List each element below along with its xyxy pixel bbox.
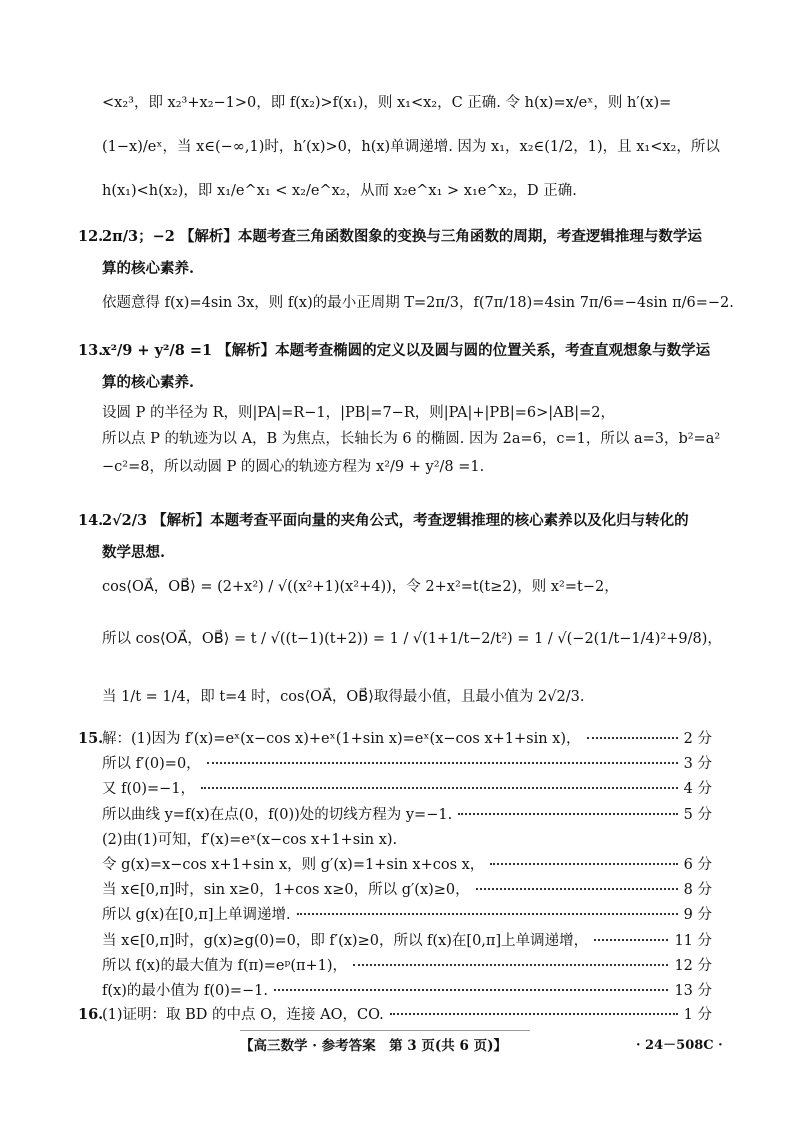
step-score: 5 分 xyxy=(683,806,712,823)
leader-dots xyxy=(458,813,677,815)
step-score: 8 分 xyxy=(683,882,712,899)
step-score: 1 分 xyxy=(683,1007,712,1023)
leader-dots xyxy=(207,762,678,764)
leader-dots xyxy=(476,888,678,890)
step-text: 解：(1)因为 f′(x)=eˣ(x−cos x)+eˣ(1+sin x)=eˣ(x−cos x+1+sin x)， xyxy=(102,731,581,747)
step-text: 当 x∈[0,π]时，g(x)≥g(0)=0，即 f′(x)≥0，所以 f(x)在[0,π]上单调递增， xyxy=(102,932,589,949)
question-number-13: 13. xyxy=(78,342,104,359)
q13-line: 设圆 P 的半径为 R，则|PA|=R−1，|PB|=7−R，则|PA|+|PB|=6>|AB|=2， xyxy=(102,405,616,421)
step-score: 9 分 xyxy=(683,907,712,924)
question-number-15: 15. xyxy=(78,730,104,747)
step-text: 令 g(x)=x−cos x+1+sin x，则 g′(x)=1+sin x+cos x， xyxy=(102,857,485,873)
q15-step xyxy=(102,778,712,800)
q16-step xyxy=(102,1004,712,1026)
question-number-14: 14. xyxy=(78,512,104,529)
q13-line: −c²=8，所以动圆 P 的圆心的轨迹方程为 x²/9 + y²/8 =1. xyxy=(102,459,485,475)
q14-line: cos⟨OA⃗，OB⃗⟩ = (2+x²) / √((x²+1)(x²+4))，令 2+x²=t(t≥2)，则 x²=t−2， xyxy=(102,579,619,595)
q15-step xyxy=(102,879,712,901)
q12-line: 算的核心素养. xyxy=(102,260,195,277)
q13-answer-header: x²/9 + y²/8 =1 【解析】本题考查椭圆的定义以及圆与圆的位置关系，考查直观想象与数学运 xyxy=(102,342,711,359)
q15-step xyxy=(102,753,712,775)
q12-line: 依题意得 f(x)=4sin 3x，则 f(x)的最小正周期 T=2π/3，f(7π/18)=4sin 7π/6=−4sin π/6=−2. xyxy=(102,295,734,311)
step-score: 4 分 xyxy=(683,781,712,798)
step-text: 当 x∈[0,π]时，sin x≥0，1+cos x≥0，所以 g′(x)≥0， xyxy=(102,882,470,899)
leader-dots xyxy=(587,737,678,739)
leader-dots xyxy=(353,964,668,966)
step-score: 2 分 xyxy=(683,731,712,747)
q14-line: 数学思想. xyxy=(102,544,166,561)
q14-line: 所以 cos⟨OA⃗，OB⃗⟩ = t / √((t−1)(t+2)) = 1 / √(1+1/t−2/t²) = 1 / √(−2(1/t−1/4)²+9/8)， xyxy=(102,631,722,647)
footer-rule xyxy=(240,1030,530,1031)
step-text: (2)由(1)可知，f′(x)=eˣ(x−cos x+1+sin x). xyxy=(102,831,398,848)
step-text: 所以曲线 y=f(x)在点(0，f(0))处的切线方程为 y=−1. xyxy=(102,806,453,823)
paper-code: · 24－508C · xyxy=(636,1038,723,1053)
page-footer: 【高三数学 · 参考答案 第 3 页(共 6 页)】 xyxy=(240,1038,507,1054)
q15-step xyxy=(102,829,712,851)
step-text: 又 f(0)=−1， xyxy=(102,781,196,798)
q12-answer-header: 2π/3；−2 【解析】本题考查三角函数图象的变换与三角函数的周期，考查逻辑推理与数学运 xyxy=(102,228,702,245)
text-line: <x₂³，即 x₂³+x₂−1>0，即 f(x₂)>f(x₁)，则 x₁<x₂，C 正确. 令 h(x)=x/eˣ，则 h′(x)= xyxy=(102,95,672,111)
leader-dots xyxy=(490,863,677,865)
step-text: 所以 f′(0)=0， xyxy=(102,756,201,773)
q13-line: 所以点 P 的轨迹为以 A，B 为焦点，长轴长为 6 的椭圆. 因为 2a=6，c=1，所以 a=3，b²=a² xyxy=(102,431,721,447)
question-number-16: 16. xyxy=(78,1006,104,1023)
step-text: (1)证明：取 BD 的中点 O，连接 AO，CO. xyxy=(102,1007,384,1023)
q13-line: 算的核心素养. xyxy=(102,374,195,391)
step-score: 12 分 xyxy=(674,957,712,974)
leader-dots xyxy=(390,1013,678,1015)
step-text: 所以 g(x)在[0,π]上单调递增. xyxy=(102,907,291,924)
step-score: 3 分 xyxy=(683,756,712,773)
step-score: 11 分 xyxy=(674,932,712,949)
text-line: (1−x)/eˣ，当 x∈(−∞,1)时，h′(x)>0，h(x)单调递增. 因为 x₁，x₂∈(1/2，1)，且 x₁<x₂，所以 xyxy=(102,139,720,155)
q15-step xyxy=(102,980,712,1002)
q14-line: 当 1/t = 1/4，即 t=4 时，cos⟨OA⃗，OB⃗⟩取得最小值，且最小值为 2√2/3. xyxy=(102,689,585,705)
step-score: 6 分 xyxy=(683,857,712,873)
text-line: h(x₁)<h(x₂)，即 x₁/e^x₁ < x₂/e^x₂，从而 x₂e^x₁ > x₁e^x₂，D 正确. xyxy=(102,183,577,199)
step-score: 13 分 xyxy=(674,983,712,999)
step-text: f(x)的最小值为 f(0)=−1. xyxy=(102,983,269,999)
q15-step xyxy=(102,854,712,876)
q15-step xyxy=(102,904,712,926)
q14-answer-header: 2√2/3 【解析】本题考查平面向量的夹角公式，考查逻辑推理的核心素养以及化归与转化的 xyxy=(102,512,689,529)
leader-dots xyxy=(297,913,678,915)
q15-step xyxy=(102,955,712,977)
q15-step xyxy=(102,804,712,826)
leader-dots xyxy=(274,989,668,991)
leader-dots xyxy=(201,787,678,789)
q15-step xyxy=(102,728,712,750)
step-text: 所以 f(x)的最大值为 f(π)=eᵖ(π+1)， xyxy=(102,957,348,974)
leader-dots xyxy=(594,939,668,941)
q15-step xyxy=(102,930,712,952)
question-number-12: 12. xyxy=(78,228,104,245)
